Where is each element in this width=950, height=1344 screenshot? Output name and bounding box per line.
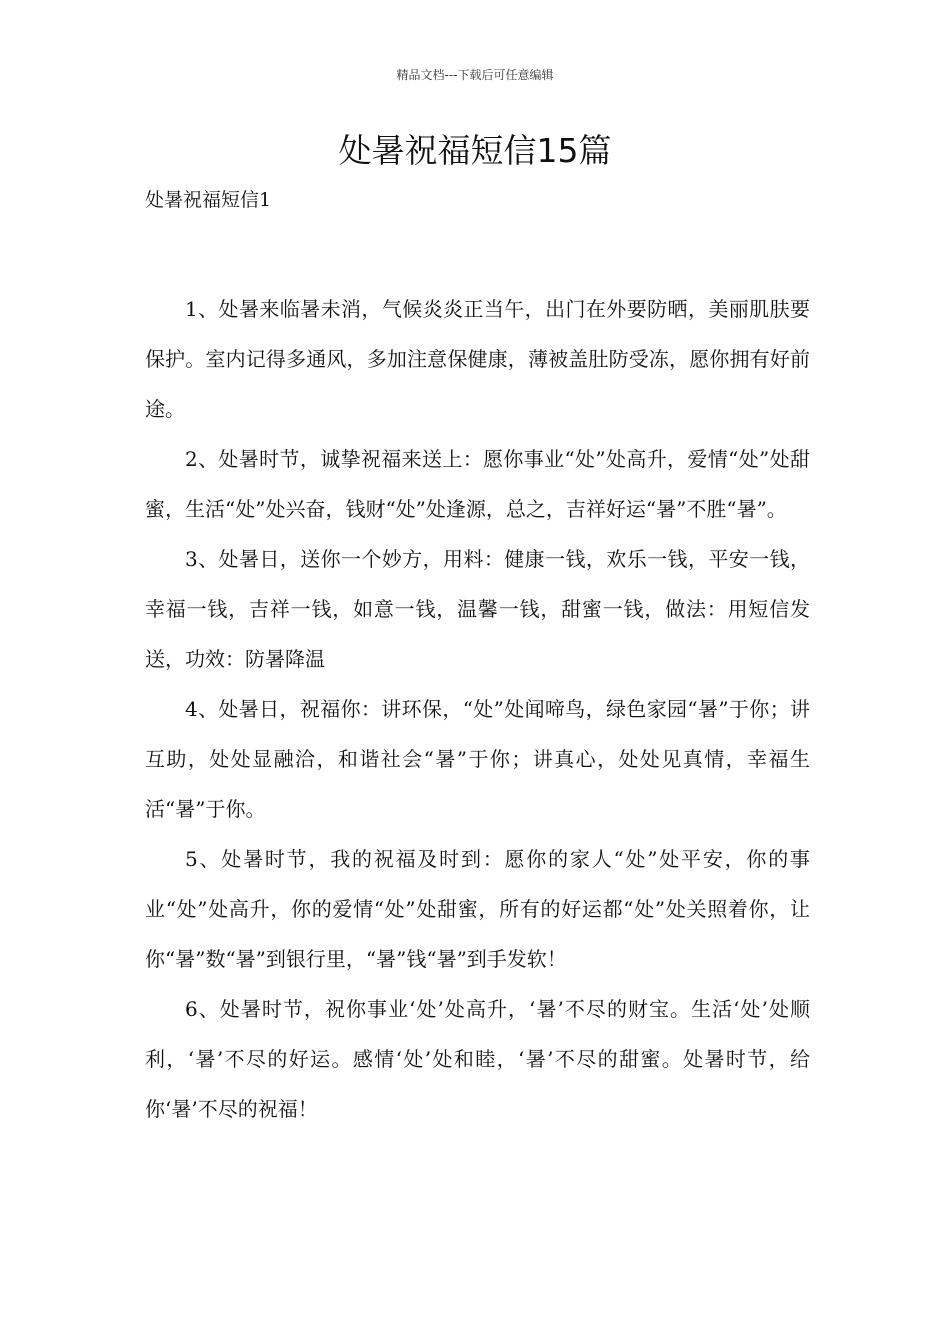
message-paragraph-2: 2、处暑时节，诚挚祝福来送上：愿你事业“处”处高升，爱情“处”处甜蜜，生活“处”处兴奋，钱财“处”处逢源，总之，吉祥好运“暑”不胜“暑”。 xyxy=(145,447,810,521)
document-title: 处暑祝福短信15篇 xyxy=(338,131,612,170)
message-paragraph-6: 6、处暑时节，祝你事业‘处’处高升，‘暑’不尽的财宝。生活‘处’处顺利，‘暑’不尽的好运。感情‘处’处和睦，‘暑’不尽的甜蜜。处暑时节，给你‘暑’不尽的祝福！ xyxy=(145,997,810,1121)
message-list xyxy=(145,284,810,1134)
message-paragraph-3: 3、处暑日，送你一个妙方，用料：健康一钱，欢乐一钱，平安一钱，幸福一钱，吉祥一钱，如意一钱，温馨一钱，甜蜜一钱，做法：用短信发送，功效：防暑降温 xyxy=(145,547,810,671)
message-paragraph-4: 4、处暑日，祝福你：讲环保，“处”处闻啼鸟，绿色家园“暑”于你；讲互助，处处显融洽，和谐社会“暑”于你；讲真心，处处见真情，幸福生活“暑”于你。 xyxy=(145,697,810,821)
section-title: 处暑祝福短信1 xyxy=(145,189,272,211)
header-note: 精品文档---下载后可任意编辑 xyxy=(396,68,554,82)
message-paragraph-1: 1、处暑来临暑未消，气候炎炎正当午，出门在外要防晒，美丽肌肤要保护。室内记得多通风，多加注意保健康，薄被盖肚防受冻，愿你拥有好前途。 xyxy=(145,297,810,421)
message-paragraph-5: 5、处暑时节，我的祝福及时到：愿你的家人“处”处平安，你的事业“处”处高升，你的爱情“处”处甜蜜，所有的好运都“处”处关照着你，让你“暑”数“暑”到银行里，“暑”钱“暑”到手发软！ xyxy=(145,847,810,971)
